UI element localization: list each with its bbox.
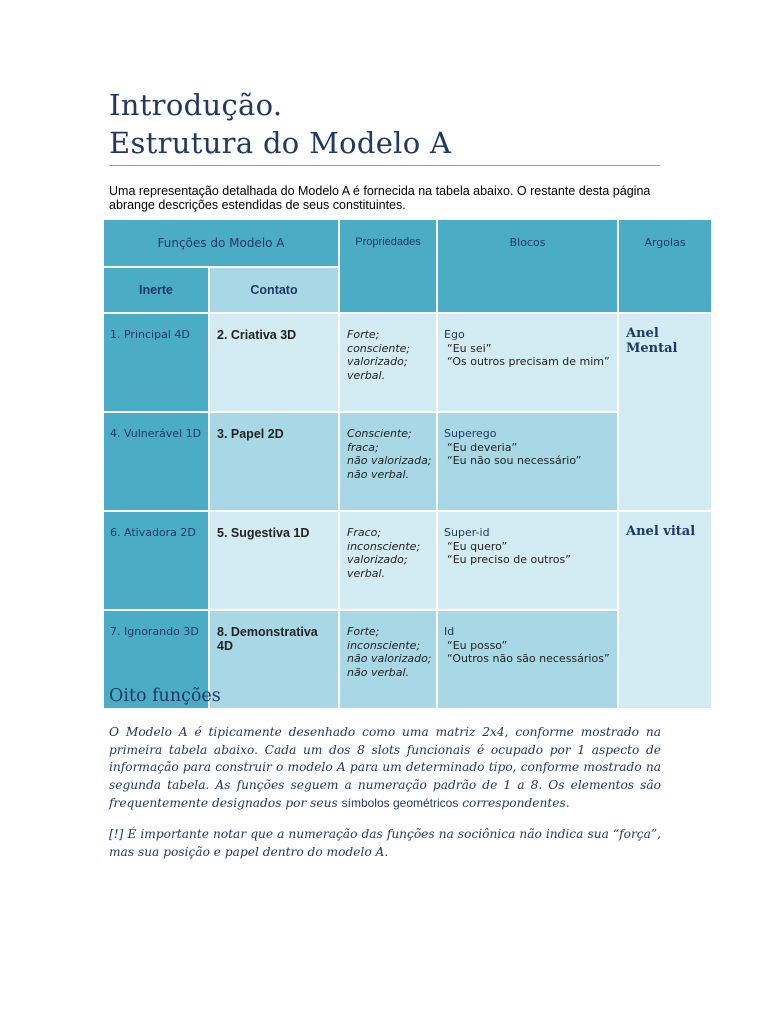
inert-function-cell: 4. Vulnerável 1D: [103, 412, 209, 511]
page-title-line-2: Estrutura do Modelo A: [109, 126, 452, 160]
page-title-line-1: Introdução.: [109, 88, 283, 122]
header-rings: Argolas: [618, 219, 712, 313]
block-cell: [437, 511, 618, 610]
model-a-table: [102, 218, 713, 710]
section-paragraph-1: O Modelo A é tipicamente desenhado como uma matriz 2x4, conforme mostrado na primeira tabela abaixo. Cada um dos 8 slots funcionais é ocupado por 1 aspecto de informação para construir o modelo A para um determinado tipo, conforme mostrado na segunda tabela. As funções seguem a numeração padrão de 1 a 8. Os elementos são frequentemente designados por seus símbolos geométricos correspondentes.: [109, 725, 661, 810]
title-divider: [109, 165, 660, 166]
block-name: Id: [444, 625, 455, 638]
properties-cell: Fraco; inconsciente; valorizado; verbal.: [339, 511, 437, 610]
block-quote: “Os outros precisam de mim”: [447, 355, 610, 368]
section-title: Oito funções: [109, 686, 221, 706]
ring-cell-vital: Anel vital: [618, 511, 712, 709]
table-row: [103, 511, 712, 610]
block-name: Ego: [444, 328, 465, 341]
block-quote: “Eu quero”: [447, 539, 508, 553]
header-contact: Contato: [209, 267, 339, 313]
header-blocks: Blocos: [437, 219, 618, 313]
block-quote: “Eu posso”: [447, 638, 508, 652]
block-quote: “Eu sei”: [447, 341, 492, 355]
inert-function-cell: 7. Ignorando 3D: [103, 610, 209, 709]
block-name: Super-id: [444, 526, 490, 539]
page-title: [109, 86, 451, 162]
contact-function-cell: 8. Demonstrativa 4D: [209, 610, 339, 709]
block-quote: “Eu preciso de outros”: [447, 553, 571, 566]
geometric-symbols-text: símbolos geométricos: [341, 795, 459, 810]
table-row: [103, 313, 712, 412]
contact-function-cell: 3. Papel 2D: [209, 412, 339, 511]
block-quote: “Eu não sou necessário”: [447, 454, 582, 467]
properties-cell: Forte; inconsciente; não valorizado; não verbal.: [339, 610, 437, 709]
properties-cell: Consciente; fraca; não valorizada; não verbal.: [339, 412, 437, 511]
intro-paragraph: Uma representação detalhada do Modelo A é fornecida na tabela abaixo. O restante desta página abrange descrições estendidas de seus constituintes.: [109, 184, 651, 212]
header-functions: Funções do Modelo A: [103, 219, 339, 267]
contact-function-cell: 2. Criativa 3D: [209, 313, 339, 412]
inert-function-cell: 6. Ativadora 2D: [103, 511, 209, 610]
header-inert: Inerte: [103, 267, 209, 313]
ring-cell-mental: Anel Mental: [618, 313, 712, 511]
block-cell: [437, 412, 618, 511]
block-quote: “Outros não são necessários”: [447, 652, 610, 665]
block-cell: [437, 313, 618, 412]
header-properties: Propriedades: [339, 219, 437, 313]
properties-cell: Forte; consciente; valorizado; verbal.: [339, 313, 437, 412]
section-paragraph-2: [!] É importante notar que a numeração das funções na sociônica não indica sua “força”, mas sua posição e papel dentro do modelo A.: [109, 827, 661, 859]
inert-function-cell: 1. Principal 4D: [103, 313, 209, 412]
block-cell: [437, 610, 618, 709]
block-quote: “Eu deveria”: [447, 440, 518, 454]
table-header-row: [103, 219, 712, 267]
block-name: Superego: [444, 427, 497, 440]
contact-function-cell: 5. Sugestiva 1D: [209, 511, 339, 610]
